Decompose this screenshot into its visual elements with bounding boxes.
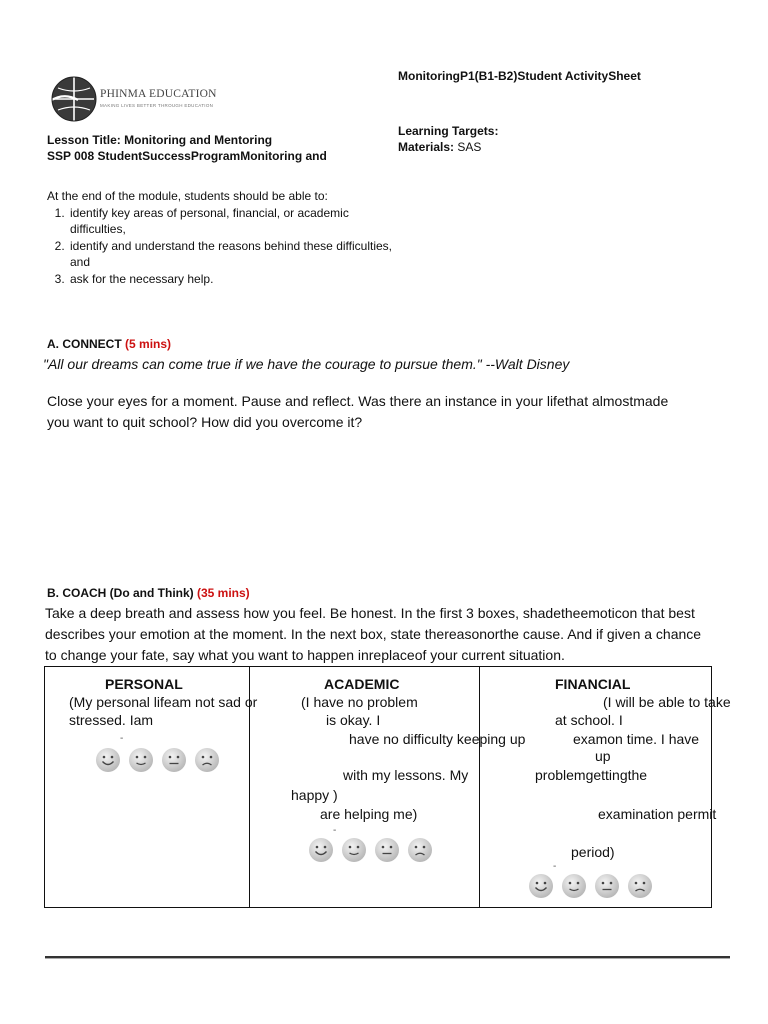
bottom-divider-shadow (45, 958, 730, 959)
objectives-block (47, 188, 407, 287)
financial-emoticons (528, 873, 653, 899)
financial-cell (480, 667, 731, 907)
coach-instruction-line: to change your fate, say what you want to happen inreplaceof your current situation. (45, 647, 565, 663)
academic-emoticons (308, 837, 433, 863)
connect-heading-row (47, 337, 171, 351)
course-line: SSP 008 StudentSuccessProgramMonitoring and (47, 149, 327, 163)
objective-item: 3. ask for the necessary help. (68, 271, 407, 288)
lesson-title: Lesson Title: Monitoring and Mentoring (47, 133, 273, 147)
financial-text-line: period) (571, 844, 615, 860)
objective-item: 1. identify key areas of personal, financial, or academic difficulties, (68, 205, 407, 238)
materials-value: SAS (457, 140, 482, 154)
academic-text-line: are helping me) (320, 806, 418, 822)
academic-heading: ACADEMIC (324, 676, 400, 692)
personal-cell (45, 667, 258, 907)
targets-block (398, 123, 498, 155)
happy-face-icon[interactable] (308, 837, 334, 863)
sad-face-icon[interactable] (194, 747, 220, 773)
academic-text-line: (I have no problem (301, 694, 418, 710)
connect-prompt (47, 391, 668, 433)
logo-tagline: MAKING LIVES BETTER THROUGH EDUCATION (100, 103, 214, 108)
financial-text-line: problemgettingthe (535, 767, 648, 783)
financial-text-line: up (595, 748, 611, 764)
financial-dash: - (553, 861, 557, 872)
sad-face-icon[interactable] (407, 837, 433, 863)
coach-instruction-line: describes your emotion at the moment. In the next box, state thereasonorthe cause. And if given a chance (45, 626, 702, 642)
connect-time: (5 mins) (125, 337, 172, 351)
phinma-logo (48, 72, 218, 126)
financial-heading: FINANCIAL (555, 676, 631, 692)
financial-text-line: (I will be able to take (603, 694, 731, 710)
materials-label: Materials: (398, 140, 455, 154)
coach-time: (35 mins) (197, 586, 250, 600)
sheet-title: MonitoringP1(B1-B2)Student ActivitySheet (398, 69, 641, 83)
financial-text-line: at school. I (555, 712, 623, 728)
lesson-title-block (47, 132, 327, 164)
sad-face-icon[interactable] (627, 873, 653, 899)
happy-face-icon[interactable] (95, 747, 121, 773)
emotion-table (44, 666, 731, 908)
neutral-face-icon[interactable] (594, 873, 620, 899)
happy-face-icon[interactable] (528, 873, 554, 899)
academic-dash: - (333, 825, 337, 836)
connect-prompt-line: Close your eyes for a moment. Pause and reflect. Was there an instance in your lifethat almostmade (47, 393, 669, 409)
phinma-globe-icon (48, 72, 96, 126)
financial-text-line: examination permit (598, 806, 717, 822)
objective-item: 2. identify and understand the reasons behind these difficulties, and (68, 238, 407, 271)
coach-heading-row (47, 586, 250, 600)
personal-dash: - (120, 733, 124, 744)
personal-text-line: (My personal lifeam not sad or (69, 694, 258, 710)
academic-text-line: is okay. I (326, 712, 381, 728)
logo-name: PHINMA EDUCATION (100, 88, 217, 100)
smile-face-icon[interactable] (128, 747, 154, 773)
smile-face-icon[interactable] (341, 837, 367, 863)
personal-emoticons (95, 747, 220, 773)
objectives-intro: At the end of the module, students should be able to: (47, 189, 328, 203)
learning-targets-label: Learning Targets: (398, 124, 499, 138)
academic-cell (250, 667, 526, 907)
personal-text-line: stressed. Iam (69, 712, 154, 728)
academic-text-line: with my lessons. My (343, 767, 469, 783)
connect-heading: A. CONNECT (47, 337, 122, 351)
personal-heading: PERSONAL (105, 676, 183, 692)
academic-text-line: happy ) (291, 787, 338, 803)
materials-line (398, 139, 498, 155)
academic-text-line: have no difficulty keeping up (349, 731, 526, 747)
coach-heading: B. COACH (Do and Think) (47, 586, 194, 600)
neutral-face-icon[interactable] (161, 747, 187, 773)
connect-quote: "All our dreams can come true if we have the courage to pursue them." --Walt Disney (43, 356, 570, 372)
connect-prompt-line: you want to quit school? How did you overcome it? (47, 414, 363, 430)
smile-face-icon[interactable] (561, 873, 587, 899)
objectives-list (47, 205, 407, 288)
financial-text-line: examon time. I have (573, 731, 700, 747)
neutral-face-icon[interactable] (374, 837, 400, 863)
coach-instructions (45, 603, 701, 666)
coach-instruction-line: Take a deep breath and assess how you feel. Be honest. In the first 3 boxes, shadetheemoticon that best (45, 605, 695, 621)
